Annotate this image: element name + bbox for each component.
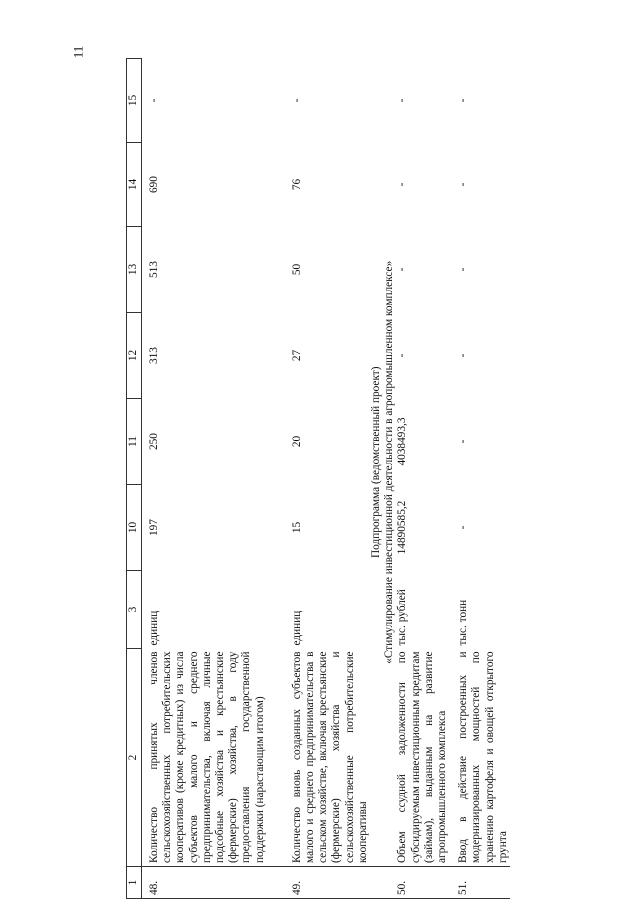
- value-col15: -: [396, 98, 409, 103]
- value-col10: 14890585,2: [396, 500, 409, 555]
- header-cell: 13: [127, 227, 142, 313]
- value-col14: -: [457, 182, 470, 187]
- value-col12: -: [457, 353, 470, 358]
- unit: тыс. тонн: [457, 599, 470, 646]
- header-cell: 2: [127, 649, 142, 867]
- value-col10: 197: [148, 519, 160, 536]
- subprogram-line2: «Стимулирование инвестиционной деятельности в агропромышленном комплексе»: [383, 260, 396, 664]
- header-cell: 14: [127, 143, 142, 227]
- value-col11: 250: [148, 433, 160, 450]
- landscape-page: [126, 59, 626, 899]
- header-cell: 12: [127, 313, 142, 399]
- value-col13: -: [396, 267, 409, 272]
- indicator-name: Количество вновь созданных субъектов малого и среднего предпринимательства в сельском хозяйстве, включая крестьянские (фермерские) хозяйства и сельскохозяйственные потребительские кооперативы: [290, 651, 369, 863]
- unit: единиц: [148, 610, 160, 646]
- unit: единиц: [290, 610, 303, 646]
- value-col11: -: [457, 439, 470, 444]
- value-col15: -: [290, 98, 303, 103]
- value-col15: -: [148, 98, 160, 103]
- table-row: [291, 59, 370, 899]
- row-number: 49.: [291, 867, 370, 899]
- indicator-name: Объем ссудной задолженности по субсидируемым инвестиционным кредитам (займам), выданным на развитие агропромышленного комплекса: [396, 651, 449, 863]
- value-col11: 20: [290, 435, 303, 448]
- header-cell: 11: [127, 399, 142, 485]
- row-number: 48.: [142, 867, 267, 899]
- value-col14: 76: [290, 178, 303, 191]
- value-col10: -: [457, 525, 470, 530]
- subprogram-title: [370, 59, 396, 867]
- value-col14: -: [396, 182, 409, 187]
- row-number: 50.: [396, 867, 449, 899]
- header-cell: 10: [127, 485, 142, 571]
- value-col12: 27: [290, 349, 303, 362]
- header-cell: 3: [127, 571, 142, 649]
- header-cell: 15: [127, 59, 142, 143]
- page-number: 11: [70, 45, 86, 59]
- value-col12: -: [396, 353, 409, 358]
- value-col13: 50: [290, 263, 303, 276]
- row-number: 51.: [457, 867, 510, 899]
- indicator-name: Количество принятых членов сельскохозяйственных потребительских кооперативов (кроме кредитных) из числа субъектов малого и среднего предпринимательства, включая личные подсобные хозяйства и крестьянские (фермерские) хозяйства, в году предоставления государственной поддержки (нарастающим итогом): [148, 651, 266, 863]
- table-row: [142, 59, 267, 899]
- value-col12: 313: [148, 347, 160, 364]
- value-col11: 4038493,3: [396, 417, 409, 466]
- value-col10: 15: [290, 521, 303, 534]
- indicators-table: [126, 58, 510, 899]
- table-row: [396, 59, 449, 899]
- value-col15: -: [457, 98, 470, 103]
- value-col13: -: [457, 267, 470, 272]
- subprogram-line1: Подпрограмма (ведомственный проект): [370, 366, 383, 558]
- value-col14: 690: [148, 176, 160, 193]
- value-col13: 513: [148, 261, 160, 278]
- indicator-name: Ввод в действие построенных и модернизированных мощностей по хранению картофеля и овощей открытого грунта: [457, 651, 509, 863]
- header-cell: 1: [127, 867, 142, 899]
- subprogram-row: [370, 59, 396, 899]
- unit: тыс. рублей: [396, 589, 409, 646]
- table-row: [457, 59, 510, 899]
- table-header-row: [127, 59, 142, 899]
